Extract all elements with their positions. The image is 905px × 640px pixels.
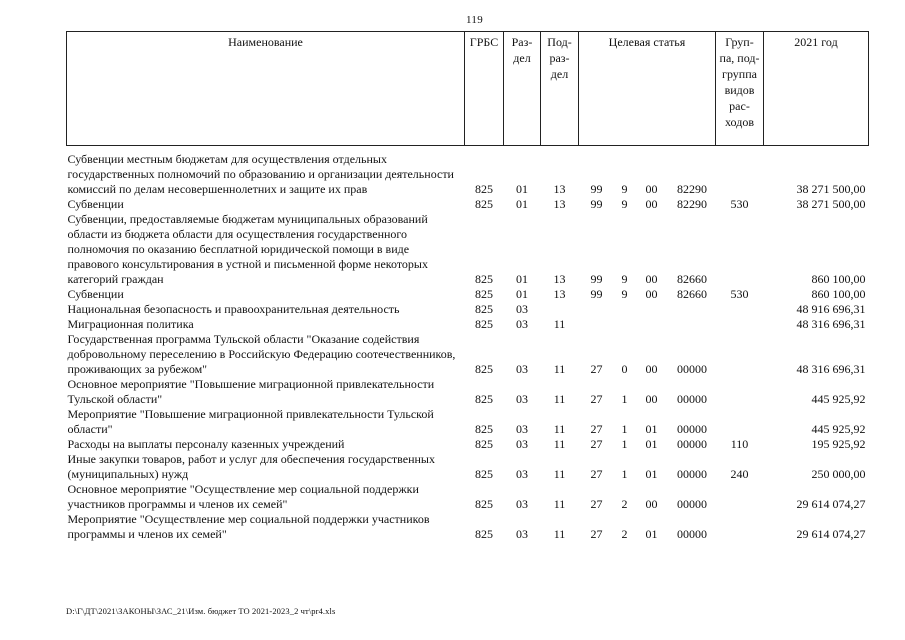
- cell-podrazdel: 13: [553, 182, 566, 196]
- cell-t2: 9: [621, 197, 628, 211]
- cell-t3: 01: [645, 422, 658, 436]
- cell-name: Субвенции, предоставляемые бюджетам муниципальных образований области из бюджета области для осуществления государственного полномочия по оказанию бесплатной юридической помощи в виде правового консультирования в устной и письменной форме некоторых категорий граждан: [67, 212, 428, 286]
- table-row: [67, 407, 869, 437]
- cell-t2: 9: [621, 182, 628, 196]
- cell-sum: 860 100,00: [811, 287, 866, 301]
- table-row: [67, 212, 869, 287]
- cell-t2: 9: [621, 272, 628, 286]
- cell-sum: 48 916 696,31: [796, 302, 866, 316]
- table-row: [67, 437, 869, 452]
- cell-sum: 250 000,00: [811, 467, 866, 481]
- cell-razdel: 03: [516, 392, 528, 406]
- file-path-footer: D:\Г\ДТ\2021\ЗАКОНЫ\ЗАС_21\Изм. бюджет ТО 2021-2023_2 чт\pr4.xls: [66, 606, 336, 616]
- cell-razdel: 01: [516, 272, 528, 286]
- cell-vid: [716, 152, 764, 197]
- cell-grbs: 825: [475, 422, 493, 436]
- cell-podrazdel: 11: [553, 392, 566, 406]
- cell-sum: 29 614 074,27: [796, 527, 866, 541]
- cell-grbs: 825: [475, 197, 493, 211]
- cell-vid: [716, 332, 764, 377]
- cell-t3: 00: [645, 392, 658, 406]
- cell-sum: 195 925,92: [811, 437, 866, 451]
- table-body: [67, 146, 869, 543]
- table-row: [67, 302, 869, 317]
- table-row: [67, 152, 869, 197]
- header-name: Наименование: [67, 32, 465, 146]
- table-row: [67, 287, 869, 302]
- cell-t4: 82290: [677, 182, 707, 196]
- cell-t3: 01: [645, 437, 658, 451]
- cell-name: Основное мероприятие "Осуществление мер социальной поддержки участников программы и членов их семей": [67, 482, 419, 511]
- cell-t3: 00: [645, 182, 658, 196]
- cell-t1: 99: [590, 287, 603, 301]
- cell-podrazdel: 11: [553, 437, 566, 451]
- cell-podrazdel: 11: [553, 467, 566, 481]
- budget-table: [66, 31, 869, 542]
- table-header: [67, 32, 869, 146]
- cell-grbs: 825: [475, 437, 493, 451]
- cell-t4: [669, 317, 716, 332]
- cell-razdel: 03: [516, 362, 528, 376]
- cell-t3: [635, 302, 669, 317]
- table-row: [67, 452, 869, 482]
- cell-t4: 82290: [677, 197, 707, 211]
- cell-t1: 27: [590, 362, 603, 376]
- cell-podrazdel: 11: [553, 362, 566, 376]
- header-razdel: Раз- дел: [504, 32, 541, 146]
- table-row: [67, 317, 869, 332]
- cell-grbs: 825: [475, 317, 493, 331]
- cell-vid: 110: [730, 437, 749, 451]
- cell-name: Мероприятие "Осуществление мер социальной поддержки участников программы и членов их семей": [67, 512, 430, 541]
- cell-sum: 445 925,92: [811, 392, 866, 406]
- cell-t2: 2: [621, 527, 628, 541]
- cell-t1: 27: [590, 497, 603, 511]
- cell-vid: [716, 212, 764, 287]
- cell-t4: 00000: [677, 527, 707, 541]
- cell-vid: [716, 512, 764, 542]
- header-sum: 2021 год: [764, 32, 869, 146]
- header-grbs: ГРБС: [465, 32, 504, 146]
- cell-grbs: 825: [475, 527, 493, 541]
- cell-podrazdel: [541, 302, 579, 317]
- cell-t1: 27: [590, 392, 603, 406]
- cell-t4: [669, 302, 716, 317]
- cell-t3: 00: [645, 287, 658, 301]
- cell-t1: 99: [590, 272, 603, 286]
- cell-t2: 1: [621, 422, 628, 436]
- cell-grbs: 825: [475, 182, 493, 196]
- cell-sum: 29 614 074,27: [796, 497, 866, 511]
- cell-razdel: 01: [516, 182, 528, 196]
- cell-vid: 530: [730, 287, 749, 301]
- header-podrazdel: Под- раз- дел: [541, 32, 579, 146]
- cell-vid: 530: [730, 197, 749, 211]
- cell-razdel: 01: [516, 197, 528, 211]
- cell-t3: 00: [645, 497, 658, 511]
- cell-grbs: 825: [475, 302, 493, 316]
- cell-razdel: 01: [516, 287, 528, 301]
- cell-name: Государственная программа Тульской области "Оказание содействия добровольному переселению в Российскую Федерацию соотечественников, проживающих за рубежом": [67, 332, 456, 376]
- cell-t3: 00: [645, 197, 658, 211]
- cell-vid: [716, 482, 764, 512]
- cell-t1: 27: [590, 527, 603, 541]
- header-vid: Груп- па, под- группа видов рас- ходов: [716, 32, 764, 146]
- cell-t4: 00000: [677, 392, 707, 406]
- cell-podrazdel: 13: [553, 287, 566, 301]
- cell-t2: 1: [621, 437, 628, 451]
- cell-sum: 48 316 696,31: [796, 362, 866, 376]
- cell-podrazdel: 11: [553, 497, 566, 511]
- cell-t3: 00: [645, 272, 658, 286]
- cell-grbs: 825: [475, 497, 493, 511]
- cell-sum: 48 316 696,31: [796, 317, 866, 331]
- cell-t4: 82660: [677, 287, 707, 301]
- cell-t3: 01: [645, 467, 658, 481]
- cell-grbs: 825: [475, 392, 493, 406]
- cell-razdel: 03: [516, 497, 528, 511]
- cell-grbs: 825: [475, 287, 493, 301]
- cell-t1: [579, 302, 615, 317]
- cell-t1: [579, 317, 615, 332]
- cell-t2: 9: [621, 287, 628, 301]
- table-row: [67, 377, 869, 407]
- cell-vid: 240: [730, 467, 749, 481]
- table-row: [67, 332, 869, 377]
- cell-name: Субвенции местным бюджетам для осуществления отдельных государственных полномочий по образованию и организации деятельности комиссий по делам несовершеннолетних и защите их прав: [67, 152, 454, 196]
- cell-t1: 99: [590, 197, 603, 211]
- cell-t4: 00000: [677, 467, 707, 481]
- cell-name: Иные закупки товаров, работ и услуг для обеспечения государственных (муниципальных) нужд: [67, 452, 435, 481]
- cell-t1: 27: [590, 437, 603, 451]
- cell-name: Национальная безопасность и правоохранительная деятельность: [67, 302, 400, 316]
- cell-name: Субвенции: [67, 287, 124, 301]
- cell-vid: [716, 302, 764, 317]
- cell-t3: 01: [645, 527, 658, 541]
- cell-name: Миграционная политика: [67, 317, 194, 331]
- cell-t3: [635, 317, 669, 332]
- cell-t1: 99: [590, 182, 603, 196]
- page-number: 119: [466, 14, 483, 26]
- cell-razdel: 03: [516, 302, 528, 316]
- cell-sum: 38 271 500,00: [796, 182, 866, 196]
- cell-t4: 00000: [677, 362, 707, 376]
- cell-t2: 2: [621, 497, 628, 511]
- cell-podrazdel: 13: [553, 197, 566, 211]
- cell-sum: 38 271 500,00: [796, 197, 866, 211]
- cell-t2: 1: [621, 392, 628, 406]
- cell-t2: [615, 302, 635, 317]
- header-target: Целевая статья: [579, 32, 716, 146]
- cell-t2: [615, 317, 635, 332]
- cell-t1: 27: [590, 422, 603, 436]
- cell-t4: 00000: [677, 497, 707, 511]
- cell-sum: 445 925,92: [811, 422, 866, 436]
- cell-razdel: 03: [516, 527, 528, 541]
- cell-podrazdel: 13: [553, 272, 566, 286]
- cell-t2: 0: [621, 362, 628, 376]
- table-row: [67, 512, 869, 542]
- cell-razdel: 03: [516, 422, 528, 436]
- cell-podrazdel: 11: [553, 317, 566, 331]
- cell-podrazdel: 11: [553, 422, 566, 436]
- cell-t4: 00000: [677, 422, 707, 436]
- cell-t3: 00: [645, 362, 658, 376]
- cell-t4: 00000: [677, 437, 707, 451]
- table-row: [67, 197, 869, 212]
- cell-grbs: 825: [475, 362, 493, 376]
- cell-razdel: 03: [516, 467, 528, 481]
- cell-name: Субвенции: [67, 197, 124, 211]
- cell-t4: 82660: [677, 272, 707, 286]
- table-row: [67, 482, 869, 512]
- cell-name: Расходы на выплаты персоналу казенных учреждений: [67, 437, 345, 451]
- cell-razdel: 03: [516, 317, 528, 331]
- cell-podrazdel: 11: [553, 527, 566, 541]
- cell-sum: 860 100,00: [811, 272, 866, 286]
- cell-razdel: 03: [516, 437, 528, 451]
- cell-vid: [716, 317, 764, 332]
- cell-grbs: 825: [475, 272, 493, 286]
- cell-vid: [716, 377, 764, 407]
- cell-t2: 1: [621, 467, 628, 481]
- cell-t1: 27: [590, 467, 603, 481]
- cell-vid: [716, 407, 764, 437]
- cell-name: Мероприятие "Повышение миграционной привлекательности Тульской области": [67, 407, 434, 436]
- cell-name: Основное мероприятие "Повышение миграционной привлекательности Тульской области": [67, 377, 435, 406]
- cell-grbs: 825: [475, 467, 493, 481]
